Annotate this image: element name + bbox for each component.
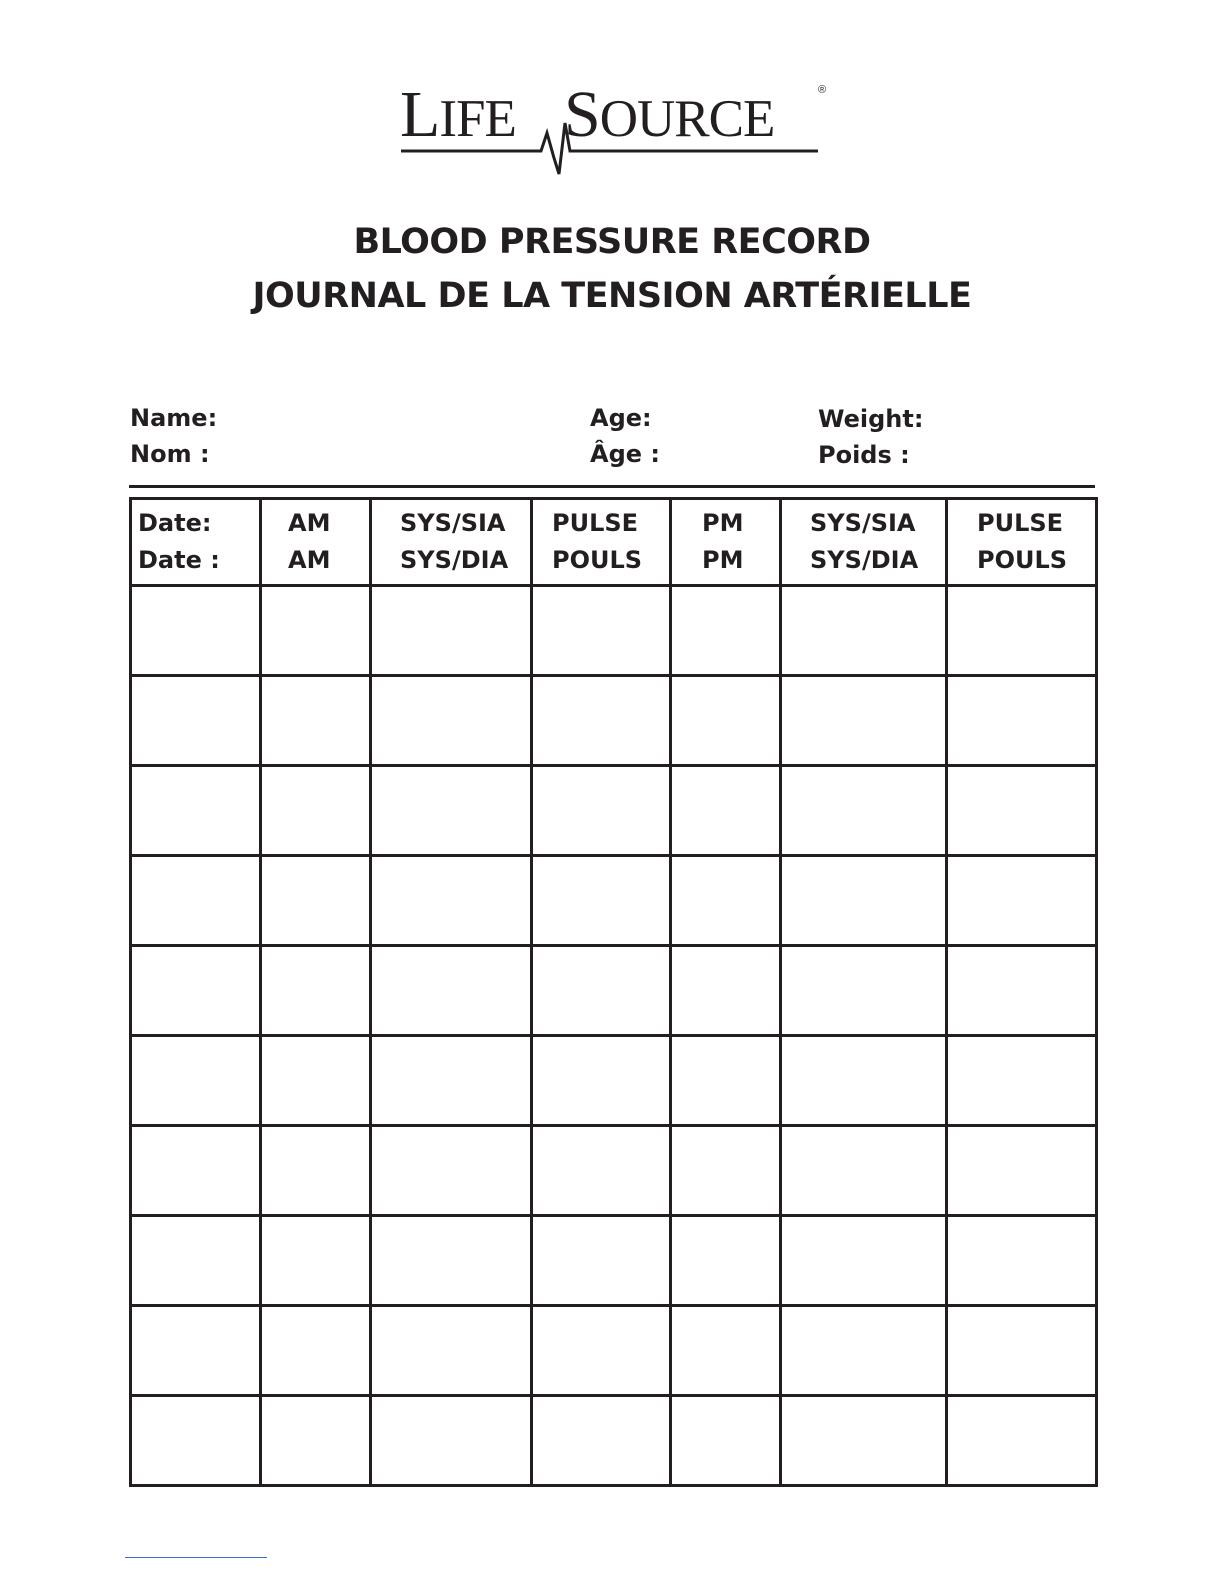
- entry-cell-date[interactable]: [131, 1126, 261, 1216]
- table-body: [131, 586, 1097, 1486]
- table-row: [131, 1036, 1097, 1126]
- entry-cell-am-pulse[interactable]: [532, 1126, 671, 1216]
- entry-cell-am-sys-dia[interactable]: [371, 946, 532, 1036]
- entry-cell-pm[interactable]: [671, 1126, 781, 1216]
- entry-cell-pm-sys-dia[interactable]: [781, 1126, 947, 1216]
- age-label-french: Âge :: [590, 440, 660, 468]
- column-header-pm: PM PM: [671, 499, 781, 586]
- entry-cell-pm-pulse[interactable]: [947, 1126, 1097, 1216]
- entry-cell-pm[interactable]: [671, 766, 781, 856]
- table-row: [131, 1216, 1097, 1306]
- entry-cell-am[interactable]: [261, 1126, 371, 1216]
- entry-cell-pm-sys-dia[interactable]: [781, 1396, 947, 1486]
- entry-cell-pm-sys-dia[interactable]: [781, 856, 947, 946]
- poids-label: Poids :: [818, 441, 910, 469]
- entry-cell-pm-pulse[interactable]: [947, 1306, 1097, 1396]
- entry-cell-date[interactable]: [131, 766, 261, 856]
- entry-cell-pm-pulse[interactable]: [947, 1396, 1097, 1486]
- entry-cell-pm[interactable]: [671, 586, 781, 676]
- entry-cell-am[interactable]: [261, 1036, 371, 1126]
- entry-cell-pm-pulse[interactable]: [947, 946, 1097, 1036]
- entry-cell-date[interactable]: [131, 856, 261, 946]
- table-row: [131, 1126, 1097, 1216]
- entry-cell-am[interactable]: [261, 1396, 371, 1486]
- entry-cell-am-sys-dia[interactable]: [371, 766, 532, 856]
- column-header-am-pulse: PULSE POULS: [532, 499, 671, 586]
- page-title-english: BLOOD PRESSURE RECORD: [353, 222, 871, 262]
- entry-cell-am-pulse[interactable]: [532, 1396, 671, 1486]
- header-divider: [129, 485, 1095, 488]
- entry-cell-am[interactable]: [261, 946, 371, 1036]
- entry-cell-pm-pulse[interactable]: [947, 766, 1097, 856]
- age-label: Age:: [590, 404, 652, 432]
- entry-cell-am[interactable]: [261, 766, 371, 856]
- entry-cell-am[interactable]: [261, 1216, 371, 1306]
- entry-cell-date[interactable]: [131, 1036, 261, 1126]
- column-header-date: Date: Date :: [131, 499, 261, 586]
- entry-cell-pm[interactable]: [671, 1306, 781, 1396]
- entry-cell-pm[interactable]: [671, 856, 781, 946]
- lifesource-logo: [398, 78, 838, 178]
- entry-cell-am-pulse[interactable]: [532, 1306, 671, 1396]
- table-row: [131, 676, 1097, 766]
- table-row: [131, 1396, 1097, 1486]
- entry-cell-date[interactable]: [131, 1216, 261, 1306]
- entry-cell-am[interactable]: [261, 676, 371, 766]
- entry-cell-am-pulse[interactable]: [532, 1036, 671, 1126]
- entry-cell-pm[interactable]: [671, 676, 781, 766]
- entry-cell-pm[interactable]: [671, 1216, 781, 1306]
- entry-cell-pm-sys-dia[interactable]: [781, 1036, 947, 1126]
- column-header-pm-pulse: PULSE POULS: [947, 499, 1097, 586]
- entry-cell-am[interactable]: [261, 1306, 371, 1396]
- entry-cell-am-pulse[interactable]: [532, 1216, 671, 1306]
- column-header-am: AM AM: [261, 499, 371, 586]
- entry-cell-am-sys-dia[interactable]: [371, 586, 532, 676]
- footer-link-line: [125, 1557, 267, 1558]
- name-label: Name:: [130, 404, 218, 432]
- entry-cell-pm-sys-dia[interactable]: [781, 586, 947, 676]
- entry-cell-pm-pulse[interactable]: [947, 676, 1097, 766]
- entry-cell-pm[interactable]: [671, 946, 781, 1036]
- entry-cell-am[interactable]: [261, 856, 371, 946]
- entry-cell-pm[interactable]: [671, 1036, 781, 1126]
- entry-cell-am-sys-dia[interactable]: [371, 1306, 532, 1396]
- table-row: [131, 586, 1097, 676]
- entry-cell-am-sys-dia[interactable]: [371, 1036, 532, 1126]
- entry-cell-pm-pulse[interactable]: [947, 586, 1097, 676]
- entry-cell-date[interactable]: [131, 946, 261, 1036]
- entry-cell-am-pulse[interactable]: [532, 946, 671, 1036]
- entry-cell-am-sys-dia[interactable]: [371, 1396, 532, 1486]
- entry-cell-am-sys-dia[interactable]: [371, 1216, 532, 1306]
- entry-cell-pm-sys-dia[interactable]: [781, 676, 947, 766]
- entry-cell-pm[interactable]: [671, 1396, 781, 1486]
- entry-cell-am-pulse[interactable]: [532, 766, 671, 856]
- logo-word-life: LIFE: [400, 78, 516, 151]
- table-header-row: [131, 499, 1097, 586]
- registered-mark: ®: [818, 84, 827, 96]
- column-header-am-sys-dia: SYS/SIA SYS/DIA: [371, 499, 532, 586]
- entry-cell-am-pulse[interactable]: [532, 856, 671, 946]
- entry-cell-date[interactable]: [131, 1306, 261, 1396]
- entry-cell-date[interactable]: [131, 1396, 261, 1486]
- column-header-pm-sys-dia: SYS/SIA SYS/DIA: [781, 499, 947, 586]
- entry-cell-pm-pulse[interactable]: [947, 1216, 1097, 1306]
- entry-cell-pm-pulse[interactable]: [947, 1036, 1097, 1126]
- entry-cell-pm-sys-dia[interactable]: [781, 946, 947, 1036]
- entry-cell-pm-pulse[interactable]: [947, 856, 1097, 946]
- table-row: [131, 856, 1097, 946]
- weight-label: Weight:: [818, 405, 924, 433]
- nom-label: Nom :: [130, 440, 210, 468]
- logo-word-source: SOURCE: [564, 78, 775, 151]
- table-row: [131, 766, 1097, 856]
- page-title-french: JOURNAL DE LA TENSION ARTÉRIELLE: [252, 276, 972, 316]
- entry-cell-pm-sys-dia[interactable]: [781, 1216, 947, 1306]
- entry-cell-date[interactable]: [131, 676, 261, 766]
- entry-cell-pm-sys-dia[interactable]: [781, 766, 947, 856]
- blood-pressure-table: [129, 497, 1098, 1487]
- entry-cell-date[interactable]: [131, 586, 261, 676]
- entry-cell-am-pulse[interactable]: [532, 586, 671, 676]
- entry-cell-am-pulse[interactable]: [532, 676, 671, 766]
- entry-cell-am-sys-dia[interactable]: [371, 1126, 532, 1216]
- entry-cell-am[interactable]: [261, 586, 371, 676]
- table-row: [131, 1306, 1097, 1396]
- entry-cell-pm-sys-dia[interactable]: [781, 1306, 947, 1396]
- entry-cell-am-sys-dia[interactable]: [371, 856, 532, 946]
- entry-cell-am-sys-dia[interactable]: [371, 676, 532, 766]
- table-row: [131, 946, 1097, 1036]
